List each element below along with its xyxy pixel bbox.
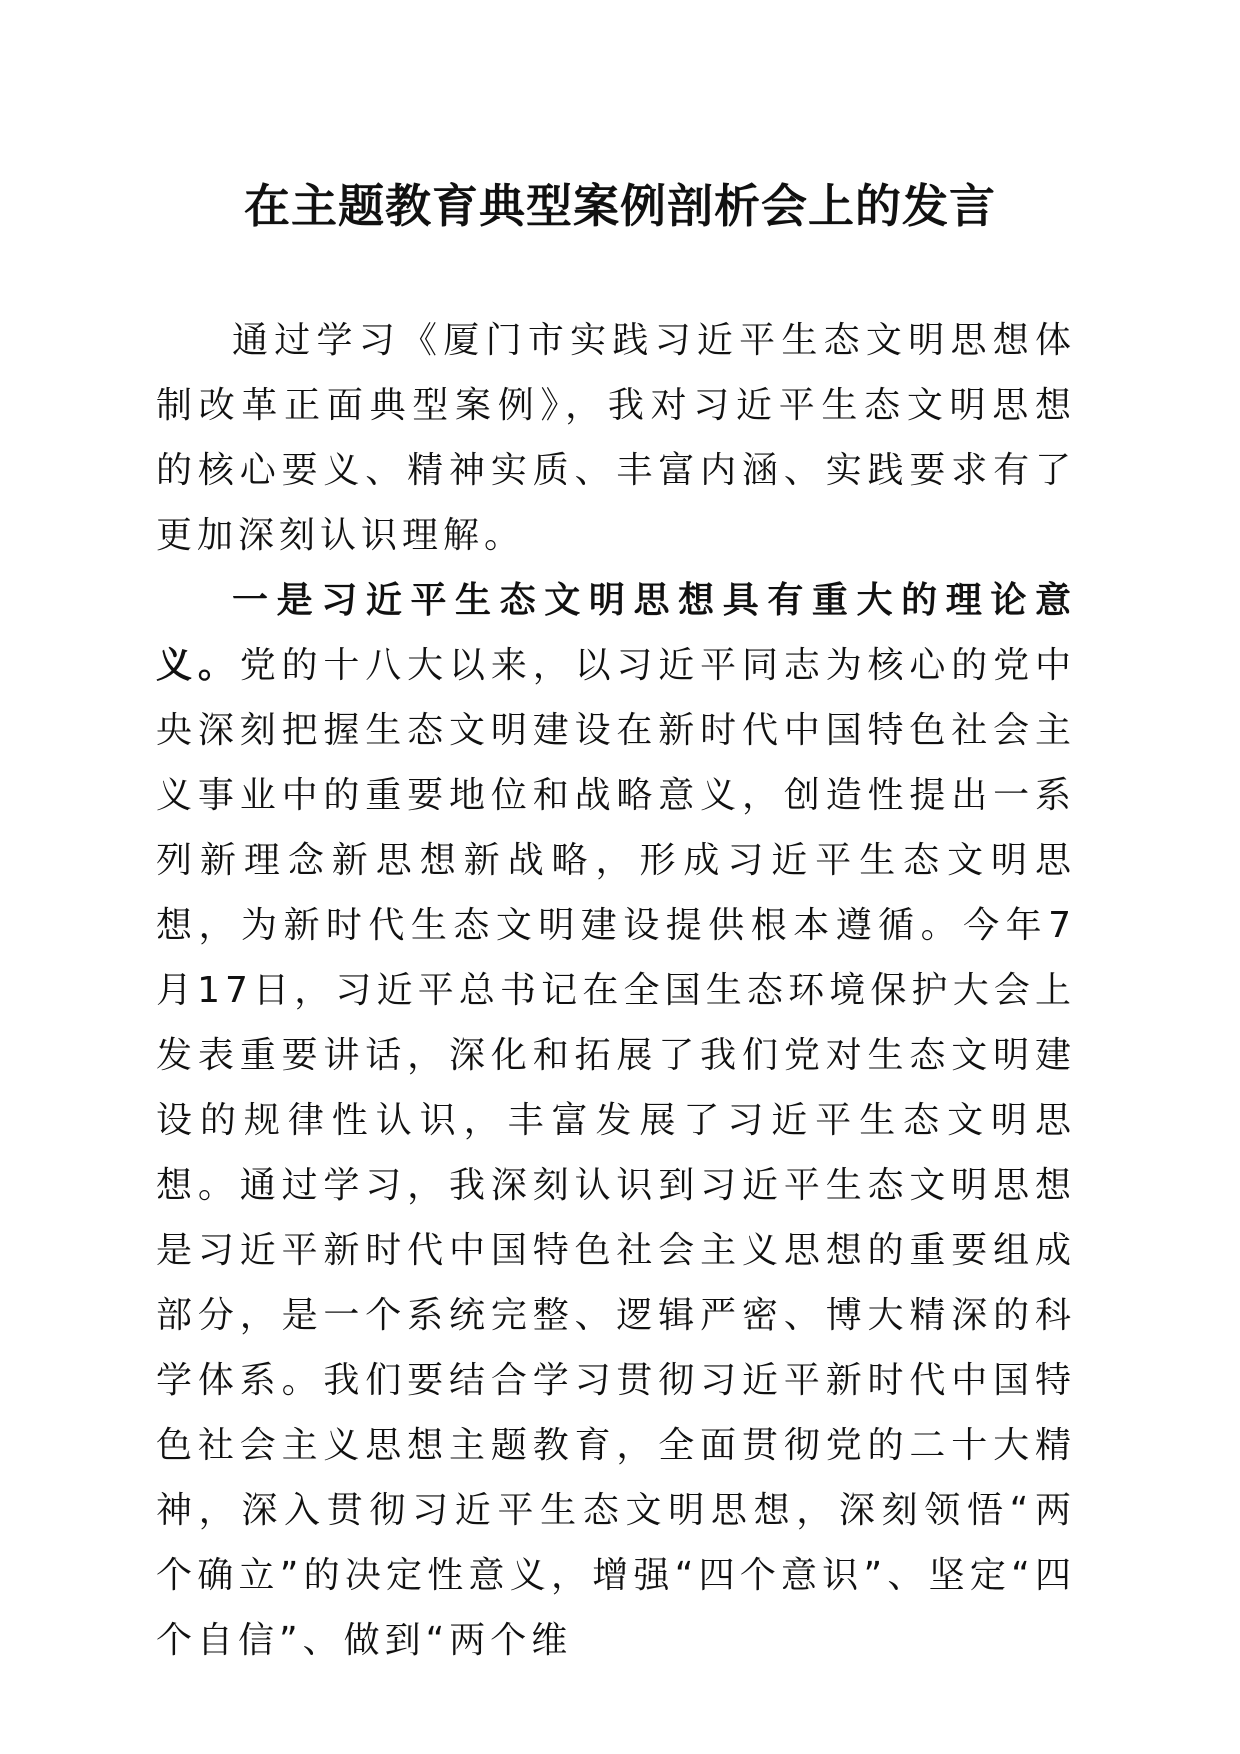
page-title: 在主题教育典型案例剖析会上的发言 [244, 179, 996, 233]
paragraph-intro: 通过学习《厦门市实践习近平生态文明思想体制改革正面典型案例》，我对习近平生态文明思想的核心要义、精神实质、丰富内涵、实践要求有了更加深刻认识理解。 [156, 320, 1076, 556]
paragraph-body-text: 党的十八大以来，以习近平同志为核心的党中央深刻把握生态文明建设在新时代中国特色社会主义事业中的重要地位和战略意义，创造性提出一系列新理念新思想新战略，形成习近平生态文明思想，为新时代生态文明建设提供根本遵循。今年7月17日，习近平总书记在全国生态环境保护大会上发表重要讲话，深化和拓展了我们党对生态文明建设的规律性认识，丰富发展了习近平生态文明思想。通过学习，我深刻认识到习近平生态文明思想是习近平新时代中国特色社会主义思想的重要组成部分，是一个系统完整、逻辑严密、博大精深的科学体系。我们要结合学习贯彻习近平新时代中国特色社会主义思想主题教育，全面贯彻党的二十大精神，深入贯彻习近平生态文明思想，深刻领悟“两个确立”的决定性意义，增强“四个意识”、坚定“四个自信”、做到“两个维 [156, 645, 1076, 1661]
paragraph-point-one [156, 568, 1076, 1673]
paragraph-lead-heading: 一是习近平生态文明思想具有重大的理论意义。 [156, 580, 1076, 686]
document-body [156, 308, 1076, 1673]
